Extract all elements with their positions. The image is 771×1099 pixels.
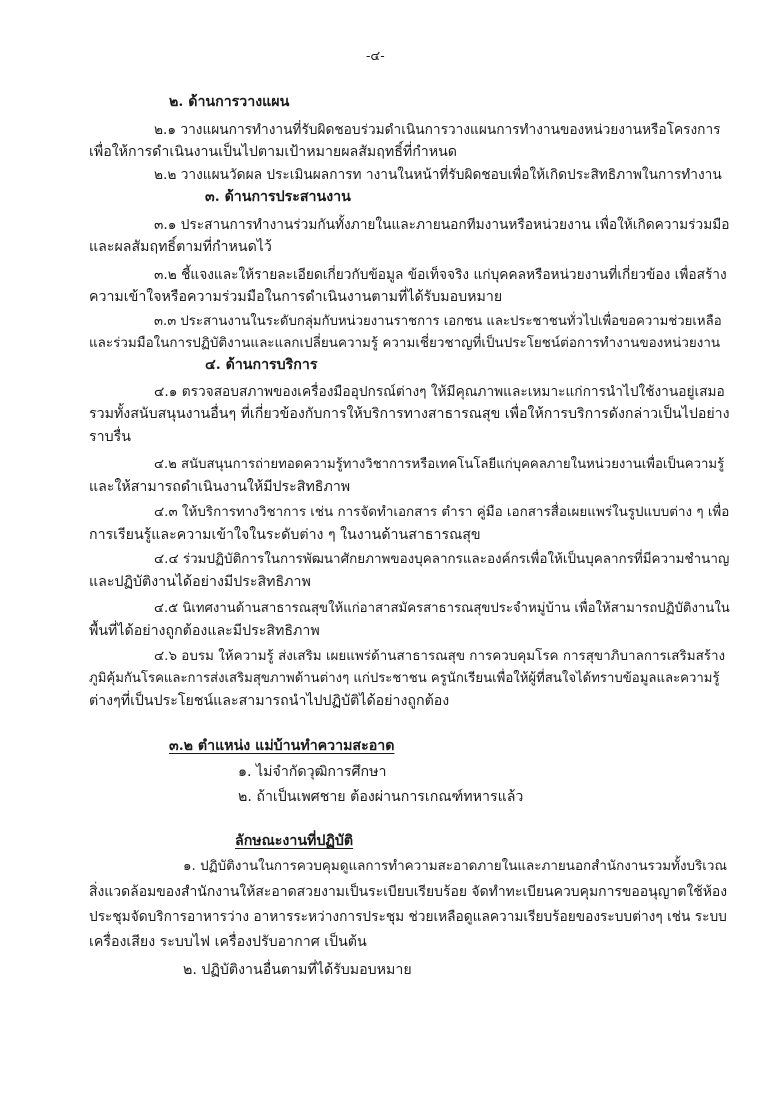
paragraph-line: ๔.๒ สนับสนุนการถ่ายทอดความรู้ทางวิชาการหรือเทคโนโลยีแก่บุคคลภายในหน่วยงานเพื่อเป็นความรู้	[154, 457, 725, 472]
paragraph-line: ๒.๒ วางแผนวัดผล ประเมินผลการท างานในหน้าที่รับผิดชอบเพื่อให้เกิดประสิทธิภาพในการทำงาน	[154, 167, 722, 183]
paragraph-line: และร่วมมือในการปฏิบัติงานและแลกเปลี่ยนความรู้ ความเชี่ยวชาญที่เป็นประโยชน์ต่อการทำงานของหน่วยงาน	[89, 336, 721, 351]
paragraph-line: ๔.๓ ให้บริการทางวิชาการ เช่น การจัดทำเอกสาร ตำรา คู่มือ เอกสารสื่อเผยแพร่ในรูปแบบต่าง ๆ เพื่อ	[154, 505, 730, 520]
page-number: -๔-	[366, 49, 385, 64]
paragraph-line: สิ่งแวดล้อมของสำนักงานให้สะอาดสวยงามเป็นระเบียบเรียบร้อย จัดทำทะเบียนควบคุมการขออนุญาตใช้ห้อง	[89, 884, 728, 900]
paragraph-line: รวมทั้งสนับสนุนงานอื่นๆ ที่เกี่ยวข้องกับการให้บริการทางสาธารณสุข เพื่อให้การบริการดังกล่าวเป็นไปอย่าง	[89, 406, 730, 422]
paragraph-line: เพื่อให้การดำเนินงานเป็นไปตามเป้าหมายผลสัมฤทธิ์ที่กำหนด	[89, 144, 458, 160]
paragraph-line: ๓.๒ ชี้แจงและให้รายละเอียดเกี่ยวกับข้อมูล ข้อเท็จจริง แก่บุคคลหรือหน่วยงานที่เกี่ยวข้อง เพื่อสร้าง	[154, 267, 727, 283]
paragraph-line: ๑. ปฏิบัติงานในการควบคุมดูแลการทำความสะอาดภายในและภายนอกสำนักงานรวมทั้งบริเวณ	[183, 859, 727, 874]
paragraph-line: และผลสัมฤทธิ์ตามที่กำหนดไว้	[89, 239, 272, 255]
paragraph-line: และปฏิบัติงานได้อย่างมีประสิทธิภาพ	[89, 574, 311, 590]
qualification-item: ๑. ไม่จำกัดวุฒิการศึกษา	[238, 764, 387, 780]
paragraph-line: การเรียนรู้และความเข้าใจในระดับต่าง ๆ ในงานด้านสาธารณสุข	[89, 527, 481, 543]
section-heading-service: ๔. ด้านการบริการ	[205, 357, 318, 373]
paragraph-line: ต่างๆที่เป็นประโยชน์และสามารถนำไปปฏิบัติได้อย่างถูกต้อง	[89, 693, 450, 709]
paragraph-line: ภูมิคุ้มกันโรคและการส่งเสริมสุขภาพด้านต่างๆ แก่ประชาชน ครูนักเรียนเพื่อให้ผู้ที่สนใจได้ทราบข้อมูลและความรู้	[89, 671, 720, 686]
paragraph-line: ราบรื่น	[89, 429, 131, 445]
paragraph-line: ๓.๑ ประสานการทำงานร่วมกันทั้งภายในและภายนอกทีมงานหรือหน่วยงาน เพื่อให้เกิดความร่วมมือ	[154, 217, 730, 233]
qualification-item: ๒. ถ้าเป็นเพศชาย ต้องผ่านการเกณฑ์ทหารแล้ว	[238, 789, 524, 805]
paragraph-line: และให้สามารถดำเนินงานให้มีประสิทธิภาพ	[89, 479, 351, 495]
section-heading-planning: ๒. ด้านการวางแผน	[169, 94, 290, 110]
paragraph-line: ๒. ปฏิบัติงานอื่นตามที่ได้รับมอบหมาย	[183, 962, 412, 978]
paragraph-line: ๒.๑ วางแผนการทำงานที่รับผิดชอบร่วมดำเนินการวางแผนการทำงานของหน่วยงานหรือโครงการ	[154, 122, 721, 138]
paragraph-line: พื้นที่ได้อย่างถูกต้องและมีประสิทธิภาพ	[89, 623, 320, 639]
paragraph-line: ๔.๖ อบรม ให้ความรู้ ส่งเสริม เผยแพร่ด้านสาธารณสุข การควบคุมโรค การสุขาภิบาลการเสริมสร้าง	[154, 649, 726, 664]
paragraph-line: ๔.๔ ร่วมปฏิบัติการในการพัฒนาศักยภาพของบุคลากรและองค์กรเพื่อให้เป็นบุคลากรที่มีความชำนาญ	[154, 552, 730, 567]
paragraph-line: เครื่องเสียง ระบบไฟ เครื่องปรับอากาศ เป็นต้น	[89, 934, 367, 950]
paragraph-line: ๔.๕ นิเทศงานด้านสาธารณสุขให้แก่อาสาสมัครสาธารณสุขประจำหมู่บ้าน เพื่อให้สามารถปฏิบัติงานใน	[154, 601, 730, 616]
paragraph-line: ความเข้าใจหรือความร่วมมือในการดำเนินงานตามที่ได้รับมอบหมาย	[89, 289, 503, 305]
paragraph-line: ๓.๓ ประสานงานในระดับกลุ่มกับหน่วยงานราชการ เอกชน และประชาชนทั่วไปเพื่อขอความช่วยเหลือ	[154, 314, 722, 329]
paragraph-line: ประชุมจัดบริการอาหารว่าง อาหารระหว่างการประชุม ช่วยเหลือดูแลความเรียบร้อยของระบบต่างๆ เช่น ระบบ	[89, 909, 727, 925]
position-heading: ๓.๒ ตำแหน่ง แม่บ้านทำความสะอาด	[169, 738, 395, 754]
section-heading-coordination: ๓. ด้านการประสานงาน	[205, 189, 351, 205]
duties-heading: ลักษณะงานที่ปฏิบัติ	[235, 833, 354, 849]
paragraph-line: ๔.๑ ตรวจสอบสภาพของเครื่องมืออุปกรณ์ต่างๆ ให้มีคุณภาพและเหมาะแก่การนำไปใช้งานอยู่เสมอ	[154, 384, 725, 400]
